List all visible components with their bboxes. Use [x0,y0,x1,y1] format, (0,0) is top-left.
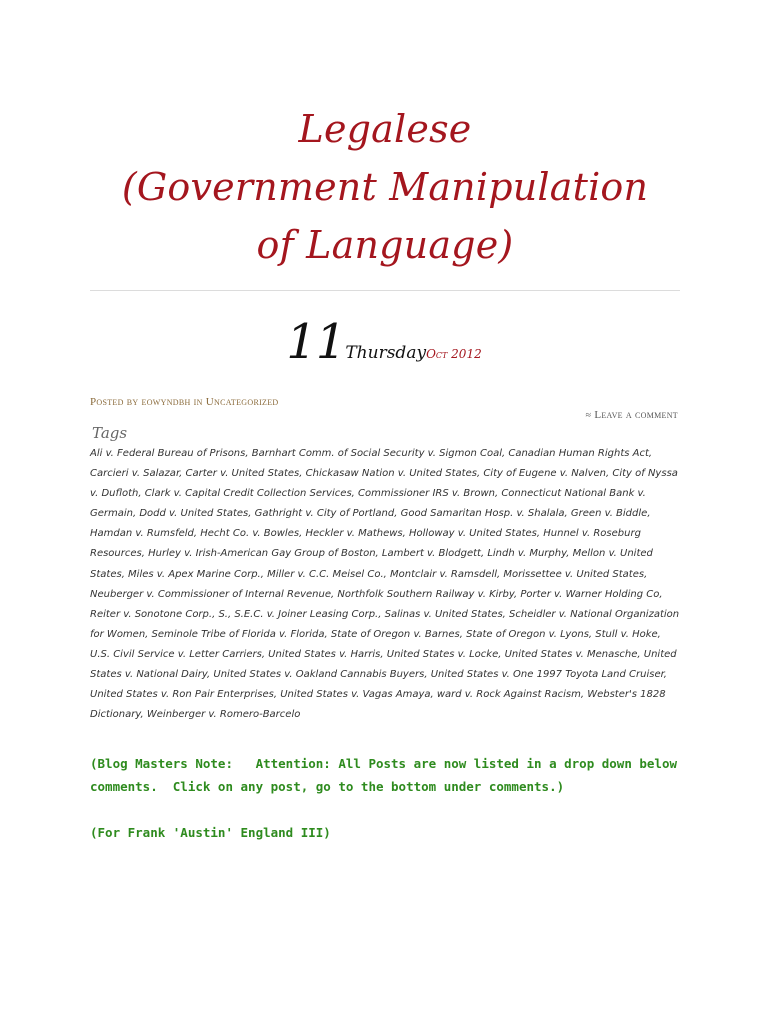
tag-link[interactable]: Gathright v. City of Portland [254,508,395,520]
tag-link[interactable]: Morissettee v. United States [503,568,645,580]
tag-link[interactable]: Connecticut National Bank v. Germain [90,488,646,520]
blog-master-note: (Blog Masters Note: Attention: All Posts are now listed in a drop down below comments. Click on any post, go to the bottom under comments.) [90,756,677,794]
tag-link[interactable]: Holloway v. United States [409,528,537,540]
tag-link[interactable]: Commissioner IRS v. Brown [358,488,495,500]
speech-bubble-icon: ≈ [585,410,592,421]
tag-link[interactable]: United States v. National Dairy [90,648,677,681]
tag-link[interactable]: Lindh v. Murphy [487,548,567,560]
tag-link[interactable]: United States v. Oakland Cannabis Buyers [213,669,425,681]
tag-link[interactable]: Ali v. Federal Bureau of Prisons [90,448,246,459]
post-date [0,312,768,372]
tag-link[interactable]: Webster's 1828 Dictionary [90,689,666,721]
tag-link[interactable]: Canadian Human Rights Act [508,448,649,459]
tag-link[interactable]: City of Nyssa v. Dufloth [90,468,678,500]
tag-link[interactable]: Mellon v. United States [90,548,653,580]
tag-link[interactable]: United States v. One 1997 Toyota Land Cruiser [430,669,664,681]
tag-link[interactable]: Clark v. Capital Credit Collection Services [144,488,352,500]
tag-link[interactable]: Stull v. Hoke [595,628,658,640]
tag-link[interactable]: Montclair v. Ramsdell [389,568,498,580]
tag-link[interactable]: Hunnel v. Roseburg Resources [90,528,641,560]
post-date-day: 11 [286,314,346,370]
tag-link[interactable]: Carcieri v. Salazar [90,468,180,480]
in-label: in [193,396,203,408]
tag-link[interactable]: Barnhart Comm. of Social Security v. Sigmon Coal [251,448,502,459]
tag-link[interactable]: Miles v. Apex Marine Corp. [128,568,261,580]
tag-link[interactable]: Neuberger v. Commissioner of Internal Revenue [90,588,332,600]
leave-comment-link[interactable] [586,409,678,421]
tag-link[interactable]: United States v. Menasche [504,648,638,660]
tag-link[interactable]: Salinas v. United States [384,608,503,620]
tag-link[interactable]: Green v. Biddle [570,508,648,520]
tag-link[interactable]: Good Samaritan Hosp. v. Shalala [400,508,565,520]
tag-link[interactable]: Northfolk Southern Railway v. Kirby [337,588,515,600]
leave-comment-label[interactable]: Leave a comment [594,409,678,421]
category-link[interactable]: Uncategorized [205,396,279,408]
tag-link[interactable]: Carter v. United States [185,468,300,480]
tag-link[interactable]: State of Oregon v. Lyons [466,628,589,640]
author-link[interactable]: eowyndbh [141,396,191,408]
tags-heading: Tags [92,424,128,442]
post-date-weekday: Thursday [345,343,427,363]
tag-link[interactable]: Hecht Co. v. Bowles [200,528,300,540]
post-title-line-2[interactable]: (Government Manipulation [121,165,649,209]
tag-link[interactable]: Lambert v. Blodgett [381,548,481,560]
tag-link[interactable]: United States v. Ron Pair Enterprises [90,689,274,701]
tag-link[interactable]: Hamdan v. Rumsfeld [90,528,194,540]
tag-link[interactable]: Miller v. C.C. Meisel Co. [267,568,384,580]
tag-link[interactable]: City of Eugene v. Nalven [483,468,606,480]
tag-link[interactable]: Porter v. Warner Holding Co [520,588,660,600]
tag-link[interactable]: U.S. Civil Service v. Letter Carriers [90,648,262,660]
post-title-line-1[interactable]: Legalese [298,107,472,151]
tag-link[interactable]: Heckler v. Mathews [305,528,403,540]
tag-link[interactable]: State of Oregon v. Barnes [330,628,460,640]
tag-link[interactable]: Weinberger v. Romero-Barcelo [146,709,301,721]
posted-by-label: Posted by [90,396,139,408]
tag-link[interactable]: ward v. Rock Against Racism [436,689,581,701]
tag-link[interactable]: United States v. Vagas Amaya [280,689,431,701]
post-title-line-3[interactable]: of Language) [256,223,514,267]
tag-link[interactable]: Dodd v. United States [139,508,249,520]
tag-link[interactable]: United States v. Locke [386,648,499,660]
tags-list: Ali v. Federal Bureau of Prisons, Barnhart Comm. of Social Security v. Sigmon Coal, Canadian Human Rights Act, Carcieri v. Salazar, Carter v. United States, Chickasaw Nation v. United States, City of Eugene v. Nalven, City of Nyssa v. Dufloth, Clark v. Capital Credit Collection Services, Commissioner IRS v. Brown, Connecticut National Bank v. Germain, Dodd v. United States, Gathright v. City of Portland, Good Samaritan Hosp. v. Shalala, Green v. Biddle, Hamdan v. Rumsfeld, Hecht Co. v. Bowles, Heckler v. Mathews, Holloway v. United States, Hunnel v. Roseburg Resources, Hurley v. Irish-American Gay Group of Boston, Lambert v. Blodgett, Lindh v. Murphy, Mellon v. United States, Miles v. Apex Marine Corp., Miller v. C.C. Meisel Co., Montclair v. Ramsdell, Morissettee v. United States, Neuberger v. Commissioner of Internal Revenue, Northfolk Southern Railway v. Kirby, Porter v. Warner Holding Co, Reiter v. Sonotone Corp., S., S.E.C. v. Joiner Leasing Corp., Salinas v. United States, Scheidler v. National Organization for Women, Seminole Tribe of Florida v. Florida, State of Oregon v. Barnes, State of Oregon v. Lyons, Stull v. Hoke, U.S. Civil Service v. Letter Carriers, United States v. Harris, United States v. Locke, United States v. Menasche, United States v. National Dairy, United States v. Oakland Cannabis Buyers, United States v. One 1997 Toyota Land Cruiser, United States v. Ron Pair Enterprises, United States v. Vagas Amaya, ward v. Rock Against Racism, Webster's 1828 Dictionary, Weinberger v. Romero-Barcelo [90,448,680,721]
post-title[interactable] [90,100,680,274]
post-meta [90,396,279,408]
tag-link[interactable]: Scheidler v. National Organization for Women [90,608,680,640]
tag-link[interactable]: United States v. Harris [268,648,381,660]
tag-link[interactable]: Chickasaw Nation v. United States [305,468,477,480]
tag-link[interactable]: S. [218,608,228,620]
title-divider [90,290,680,291]
tag-link[interactable]: Reiter v. Sonotone Corp. [90,608,213,620]
tag-link[interactable]: S.E.C. v. Joiner Leasing Corp. [234,608,379,620]
tag-link[interactable]: Seminole Tribe of Florida v. Florida [151,628,325,640]
tag-link[interactable]: Hurley v. Irish-American Gay Group of Boston [148,548,376,560]
dedication-note: (For Frank 'Austin' England III) [90,825,331,840]
post-date-month-year: Oct 2012 [426,347,482,361]
